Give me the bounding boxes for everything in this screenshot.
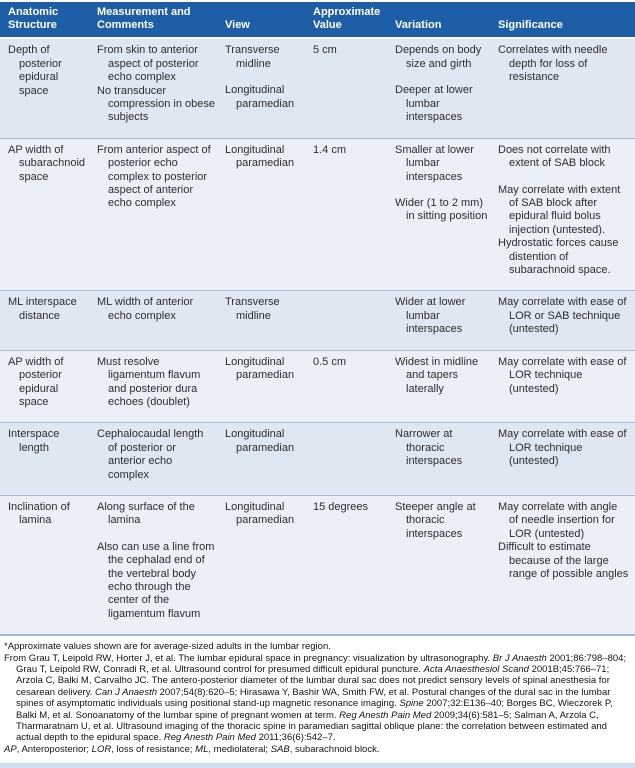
cell-paragraph: Does not correlate with extent of SAB block — [498, 143, 611, 170]
cell-paragraph: Deeper at lower lumbar interspaces — [395, 84, 473, 123]
cell-variation — [391, 423, 494, 496]
cell-paragraph: Interspace length — [8, 428, 60, 454]
table-footnotes — [0, 634, 635, 760]
cell-value — [309, 291, 391, 350]
cell-paragraph: Steeper angle at thoracic interspaces — [395, 500, 476, 540]
cell-paragraph: Along surface of the lamina — [97, 500, 195, 527]
cell-paragraph: May correlate with ease of LOR technique (untested) — [498, 428, 627, 468]
cell-significance — [494, 138, 635, 291]
footnote-line — [4, 744, 629, 755]
footnote-text-segment: , loss of resistance; — [111, 743, 196, 755]
cell-paragraph: AP width of subarachnoid space — [8, 143, 86, 183]
cell-measurement — [93, 423, 221, 496]
spinal-ultrasound-measurements-table — [0, 2, 635, 634]
footnote-text-segment: , mediolateral; — [208, 743, 271, 755]
cell-value — [309, 138, 391, 291]
cell-paragraph: Must resolve ligamentum flavum and posterior dura echoes (doublet) — [97, 355, 201, 408]
footnote-text-segment: 2001;86:798–804; Grau T, Leipold RW, Conradi R, et al. Ultrasound control for presumed difficult epidural puncture. — [16, 652, 627, 675]
table-row — [0, 423, 635, 496]
footnote-text-segment: *Approximate values shown are for average-sized adults in the lumbar region. — [4, 641, 331, 653]
column-header-variation: Variation — [391, 2, 494, 38]
cell-paragraph: May correlate with angle of needle insertion for LOR (untested) — [498, 500, 618, 540]
cell-measurement — [93, 291, 221, 350]
cell-variation — [391, 138, 494, 291]
cell-paragraph: Correlates with needle depth for loss of resistance — [498, 44, 608, 84]
cell-paragraph: ML width of anterior echo complex — [97, 296, 194, 322]
table-header — [0, 2, 635, 38]
footnote-text-segment: 2011;36(6):542–7. — [255, 732, 336, 744]
table-row — [0, 350, 635, 423]
footnote-text-segment: From Grau T, Leipold RW, Horter J, et al. The lumbar epidural space in pregnancy: visualization by ultrasonography. — [4, 652, 493, 664]
cell-paragraph: Wider at lower lumbar interspaces — [395, 296, 466, 336]
table-row — [0, 38, 635, 138]
cell-structure — [0, 138, 93, 291]
footnote-text-segment: 2001B;45:766–71; Arzola C, Balki M, Carvalho JC. The antero-posterior diameter of the lumbar dural sac does not predict sensory levels of spinal anesthesia for cesarean delivery. — [16, 663, 610, 698]
cell-paragraph: Longitudinal paramedian — [225, 500, 295, 527]
cell-variation — [391, 495, 494, 634]
footnote-italic-segment: Reg Anesth Pain Med — [339, 709, 432, 721]
cell-paragraph: ML interspace distance — [8, 296, 77, 322]
cell-view — [221, 138, 309, 291]
table-header-row — [0, 2, 635, 38]
table-body — [0, 38, 635, 634]
cell-significance — [494, 423, 635, 496]
cell-significance — [494, 350, 635, 423]
footnote-italic-segment: Acta Anaesthesiol Scand — [423, 663, 529, 675]
footnote-italic-segment: ML — [195, 743, 209, 755]
cell-significance — [494, 291, 635, 350]
cell-paragraph: From anterior aspect of posterior echo complex to posterior aspect of anterior echo complex — [97, 143, 211, 210]
cell-paragraph: 1.4 cm — [313, 143, 347, 156]
cell-value — [309, 495, 391, 634]
cell-view — [221, 350, 309, 423]
footnote-line — [4, 653, 629, 744]
footnote-text-segment: , Anteroposterior; — [16, 743, 92, 755]
column-header-significance: Significance — [494, 2, 635, 38]
footnote-italic-segment: Spine — [399, 698, 424, 710]
cell-view — [221, 495, 309, 634]
cell-structure — [0, 350, 93, 423]
cell-variation — [391, 350, 494, 423]
cell-variation — [391, 291, 494, 350]
footnote-italic-segment: Can J Anaesth — [95, 686, 157, 698]
cell-paragraph: May correlate with ease of LOR technique (untested) — [498, 355, 627, 395]
column-header-value: Approximate Value — [309, 2, 391, 38]
footnote-line — [4, 641, 629, 652]
cell-paragraph: Transverse midline — [225, 296, 280, 322]
cell-paragraph: AP width of posterior epidural space — [8, 355, 64, 408]
footnote-text-segment: , subarachnoid block. — [289, 743, 380, 755]
cell-paragraph: Widest in midline and tapers laterally — [395, 355, 479, 395]
cell-value — [309, 350, 391, 423]
cell-paragraph: Longitudinal paramedian — [225, 355, 295, 382]
cell-view — [221, 38, 309, 138]
cell-view — [221, 291, 309, 350]
cell-paragraph: Longitudinal paramedian — [225, 428, 295, 454]
cell-significance — [494, 38, 635, 138]
cell-paragraph: Wider (1 to 2 mm) in sitting position — [395, 197, 488, 223]
cell-paragraph: Depth of posterior epidural space — [8, 44, 62, 97]
column-header-measurement: Measurement and Comments — [93, 2, 221, 38]
footnote-text-segment: 2009;34(6):581–5; Salman A, Arzola C, Tharmaratnam U, et al. Ultrasound imaging of the thoracic spine in paramedian sagittal oblique plane: the correlation between estimated and actual depth to the epidural space. — [16, 709, 607, 744]
table-row — [0, 495, 635, 634]
footnote-italic-segment: Br J Anaesth — [492, 652, 547, 664]
cell-paragraph: Transverse midline — [225, 44, 280, 70]
cell-value — [309, 423, 391, 496]
footnote-italic-segment: Reg Anesth Pain Med — [163, 732, 256, 744]
cell-paragraph: From skin to anterior aspect of posterior echo complex — [97, 44, 199, 84]
cell-paragraph: Smaller at lower lumbar interspaces — [395, 143, 474, 183]
cell-structure — [0, 38, 93, 138]
cell-paragraph: Depends on body size and girth — [395, 44, 482, 70]
cell-measurement — [93, 38, 221, 138]
cell-paragraph: Cephalocaudal length of posterior or anterior echo complex — [97, 428, 204, 481]
cell-measurement — [93, 138, 221, 291]
cell-paragraph: 0.5 cm — [313, 355, 347, 368]
cell-paragraph: May correlate with extent of SAB block after epidural fluid bolus injection (untested). — [498, 183, 621, 236]
cell-paragraph: Narrower at thoracic interspaces — [395, 428, 463, 468]
column-header-view: View — [221, 2, 309, 38]
cell-paragraph: 15 degrees — [313, 500, 369, 513]
cell-paragraph: Hydrostatic forces cause distention of subarachnoid space. — [498, 237, 619, 277]
cell-paragraph: 5 cm — [313, 44, 337, 57]
table-row — [0, 291, 635, 350]
cell-paragraph: No transducer compression in obese subjects — [97, 84, 216, 124]
table-row — [0, 138, 635, 291]
cell-paragraph: Longitudinal paramedian — [225, 143, 295, 170]
cell-measurement — [93, 350, 221, 423]
cell-paragraph: Also can use a line from the cephalad end of the vertebral body echo through the center of the ligamentum flavum — [97, 540, 215, 620]
cell-structure — [0, 495, 93, 634]
footnote-italic-segment: SAB — [270, 743, 290, 755]
cell-structure — [0, 291, 93, 350]
cell-paragraph: Difficult to estimate because of the large range of possible angles — [498, 541, 629, 580]
column-header-structure: Anatomic Structure — [0, 2, 93, 38]
cell-significance — [494, 495, 635, 634]
cell-value — [309, 38, 391, 138]
cell-paragraph: Inclination of lamina — [8, 500, 70, 527]
cell-view — [221, 423, 309, 496]
footnote-text-segment: 2007;32:E136–40; Borges BC, Wieczorek P, Balki M, et al. Sonoanatomy of the lumbar spine of pregnant women at term. — [16, 698, 613, 721]
footnote-italic-segment: AP — [4, 743, 17, 755]
footnote-italic-segment: LOR — [91, 743, 112, 755]
cell-structure — [0, 423, 93, 496]
cell-paragraph: May correlate with ease of LOR or SAB technique (untested) — [498, 296, 627, 336]
cell-paragraph: Longitudinal paramedian — [225, 84, 295, 110]
cell-measurement — [93, 495, 221, 634]
bottom-rule — [0, 763, 635, 768]
cell-variation — [391, 38, 494, 138]
footnote-text-segment: 2007;54(8):620–5; Hirasawa Y, Bashir WA, Smith FW, et al. Postural changes of the dural sac in the lumbar spines of asymptomatic individuals using positional stand-up magnetic resonance imaging. — [16, 686, 611, 710]
